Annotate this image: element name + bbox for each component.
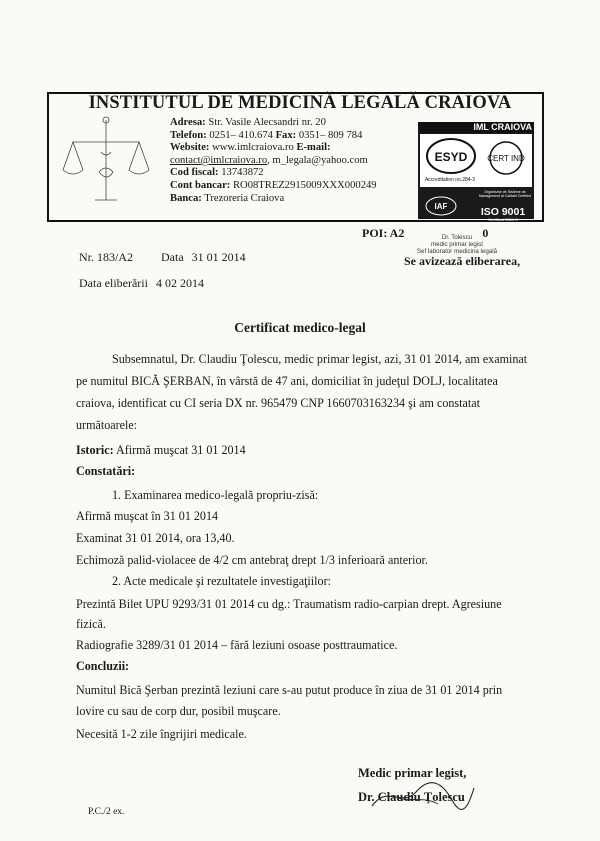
signature-role: Medic primar legist, bbox=[358, 766, 467, 780]
paragraph-line: Examinat 31 01 2014, ora 13,40. bbox=[76, 531, 235, 545]
istoric-line: Istoric: Afirmă muşcat 31 01 2014 bbox=[76, 443, 246, 457]
scales-of-justice-logo bbox=[55, 112, 157, 210]
document-number: Nr. 183/A2 Data 31 01 2014 bbox=[79, 250, 246, 264]
certind-logo bbox=[482, 138, 530, 178]
release-date: Data eliberării 4 02 2014 bbox=[79, 276, 204, 290]
handwritten-signature bbox=[368, 778, 478, 814]
paragraph-line: Radiografie 3289/31 01 2014 – fără leziuni osoase posttraumatice. bbox=[76, 638, 398, 652]
website-link[interactable]: www.imlcraiova.ro bbox=[212, 142, 294, 154]
paragraph-line: Echimoză palid-violacee de 4/2 cm antebraţ drept 1/3 inferioară anterior. bbox=[76, 553, 428, 567]
accreditation-label: Accreditation no.284-3 bbox=[424, 177, 476, 183]
website-line: Website: www.imlcraiova.ro E-mail: bbox=[170, 142, 331, 154]
paragraph-line: craiova, identificat cu CI seria DX nr. 965479 CNP 1660703163234 şi am constatat bbox=[76, 396, 480, 410]
paragraph-line: următoarele: bbox=[76, 418, 138, 432]
certind-text: CERT IND bbox=[487, 154, 525, 163]
contact-block bbox=[170, 117, 377, 205]
fiscal-line: Cod fiscal: 13743872 bbox=[170, 167, 264, 179]
paragraph-line: lovire cu sau de corp dur, posibil muşcare. bbox=[76, 704, 281, 718]
email-link[interactable]: contact@imlcraiova.ro bbox=[170, 154, 268, 166]
section-1-heading: 1. Examinarea medico-legală propriu-zisă: bbox=[112, 488, 319, 502]
esyd-logo bbox=[422, 136, 480, 178]
paragraph-line: Afirmă muşcat în 31 01 2014 bbox=[76, 509, 219, 523]
bank-account-line: Cont bancar: RO08TREZ2915009XXX000249 bbox=[170, 179, 377, 191]
constatari-heading: Constatări: bbox=[76, 464, 136, 478]
phone-line: Telefon: 0251– 410.674 Fax: 0351– 809 784 bbox=[170, 129, 363, 141]
poi-label: POI: A2 0 bbox=[362, 226, 489, 240]
email-line: contact@imlcraiova.ro, m_legala@yahoo.com bbox=[170, 154, 368, 166]
paragraph-line: Numitul Bică Şerban prezintă leziuni care s-au putut produce în ziua de 31 01 2014 prin bbox=[76, 683, 503, 697]
paragraph-line: Subsemnatul, Dr. Claudiu Ţolescu, medic primar legist, azi, 31 01 2014, am examinat bbox=[112, 352, 528, 366]
iaf-text: IAF bbox=[434, 202, 448, 211]
bank-line: Banca: Trezoreria Craiova bbox=[170, 192, 285, 204]
certification-small-text: Organisme de Sisteme de Management al Calitatii Certified bbox=[479, 190, 531, 199]
iso-label: ISO 9001 bbox=[480, 206, 526, 218]
iml-craiova-bar: IML CRAIOVA bbox=[418, 122, 534, 133]
iso-certificate-number: Certificat 3864 C bbox=[488, 217, 518, 222]
institution-title: INSTITUTUL DE MEDICINĂ LEGALĂ CRAIOVA bbox=[88, 93, 512, 113]
doctor-stamp: Dr. Tolescu medic primar legist Sef laborator medicina legală bbox=[416, 234, 498, 255]
concluzii-heading: Concluzii: bbox=[76, 659, 130, 673]
document-title: Certificat medico-legal bbox=[234, 320, 366, 335]
section-2-heading: 2. Acte medicale şi rezultatele investigaţiilor: bbox=[112, 574, 331, 588]
esyd-text: ESYD bbox=[434, 150, 468, 164]
address-line: Adresa: Str. Vasile Alecsandri nr. 20 bbox=[170, 117, 326, 128]
paragraph-line: Necesită 1-2 zile îngrijiri medicale. bbox=[76, 727, 247, 741]
signature-name: Dr. Claudiu Ţolescu bbox=[358, 790, 465, 804]
paragraph-line: Prezintă Bilet UPU 9293/31 01 2014 cu dg.: Traumatism radio-carpian drept. Agresiune bbox=[76, 597, 502, 611]
paragraph-line: fizică. bbox=[76, 617, 106, 631]
release-approval: Se avizează eliberarea, bbox=[404, 254, 521, 268]
iaf-logo bbox=[424, 195, 458, 217]
paragraph-line: pe numitul BICĂ ŞERBAN, în vârstă de 47 ani, domiciliat în judeţul DOLJ, localitatea bbox=[76, 374, 498, 388]
copies-note: P.C./2 ex. bbox=[88, 807, 125, 817]
